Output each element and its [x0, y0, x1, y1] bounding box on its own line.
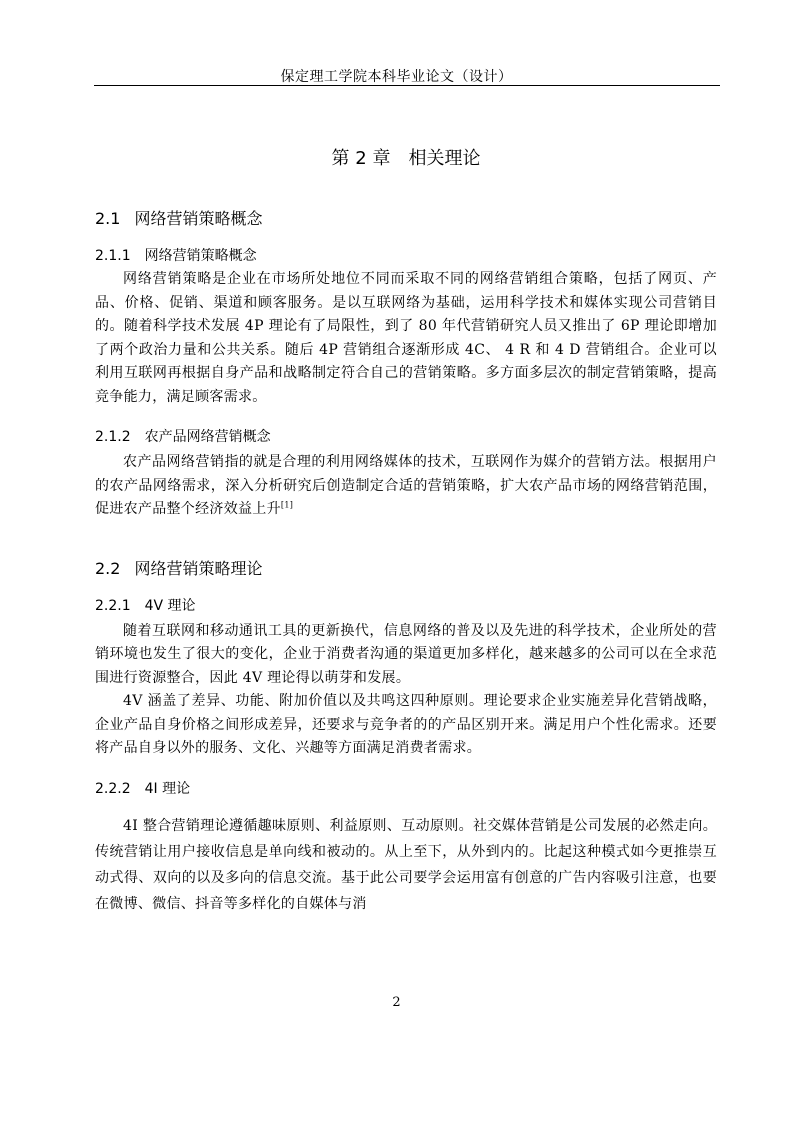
subsection-number: 2.1.1	[95, 248, 131, 264]
page-number: 2	[392, 995, 401, 1010]
paragraph-text: 农产品网络营销指的就是合理的利用网络媒体的技术，互联网作为媒介的营销方法。根据用户的农产品网络需求，深入分析研究后创造制定合适的营销策略，扩大农产品市场的网络营销范围，促进农产品整个经济效益上升	[95, 454, 717, 517]
subsection-title: 网络营销策略概念	[144, 248, 257, 264]
chapter-title: 第 2 章 相关理论	[331, 148, 481, 169]
section-number: 2.2	[95, 558, 121, 578]
subsection-title: 4I 理论	[144, 780, 191, 797]
subsection-number: 2.1.2	[95, 429, 131, 445]
page-content	[95, 138, 717, 917]
section-number: 2.1	[95, 209, 121, 228]
citation-marker: [1]	[280, 500, 294, 510]
running-header: 保定理工学院本科毕业论文（设计）	[280, 69, 513, 85]
subsection-title: 4V 理论	[144, 597, 196, 614]
subsection-heading-2-2-2	[95, 777, 717, 801]
paragraph-2-2-1-a: 随着互联网和移动通讯工具的更新换代，信息网络的普及以及先进的科学技术，企业所处的营销环境也发生了很大的变化，企业于消费者沟通的渠道更加多样化，越来越多的公司可以在全求范围进行资源整合，因此 4V 理论得以萌芽和发展。	[95, 622, 717, 686]
section-heading-2-1	[95, 206, 717, 232]
subsection-number: 2.2.2	[95, 780, 131, 797]
subsection-heading-2-1-2	[95, 425, 717, 449]
subsection-heading-2-2-1	[95, 594, 717, 618]
paragraph-2-1-1: 网络营销策略是企业在市场所处地位不同而采取不同的网络营销组合策略，包括了网页、产品、价格、促销、渠道和顾客服务。是以互联网络为基础，运用科学技术和媒体实现公司营销目的。随着科学技术发展 4P 理论有了局限性，到了 80 年代营销研究人员又推出了 6P 理论即增加了两个政治力量和公共关系。随后 4P 营销组合逐渐形成 4C、 4 R 和 4 D 营销组合。企业可以利用互联网再根据自身产品和战略制定符合自己的营销策略。多方面多层次的制定营销策略，提高竞争能力，满足顾客需求。	[95, 271, 717, 405]
header-rule	[94, 85, 720, 86]
subsection-heading-2-1-1	[95, 244, 717, 268]
paragraph-2-2-1-b: 4V 涵盖了差异、功能、附加价值以及共鸣这四种原则。理论要求企业实施差异化营销战略，企业产品自身价格之间形成差异，还要求与竞争者的的产品区别开来。满足用户个性化需求。还要将产品自身以外的服务、文化、兴趣等方面满足消费者需求。	[95, 693, 717, 756]
section-title: 网络营销策略概念	[134, 209, 263, 228]
subsection-number: 2.2.1	[95, 597, 131, 614]
subsection-title: 农产品网络营销概念	[144, 429, 271, 445]
paragraph-2-1-2	[95, 451, 717, 522]
section-heading-2-2	[95, 556, 717, 582]
section-title: 网络营销策略理论	[134, 558, 263, 578]
paragraph-2-2-2: 4I 整合营销理论遵循趣味原则、利益原则、互动原则。社交媒体营销是公司发展的必然走向。传统营销让用户接收信息是单向线和被动的。从上至下，从外到内的。比起这种模式如今更推崇互动式得、双向的以及多向的信息交流。基于此公司要学会运用富有创意的广告内容吸引注意，也要在微博、微信、抖音等多样化的自媒体与消	[95, 817, 717, 912]
